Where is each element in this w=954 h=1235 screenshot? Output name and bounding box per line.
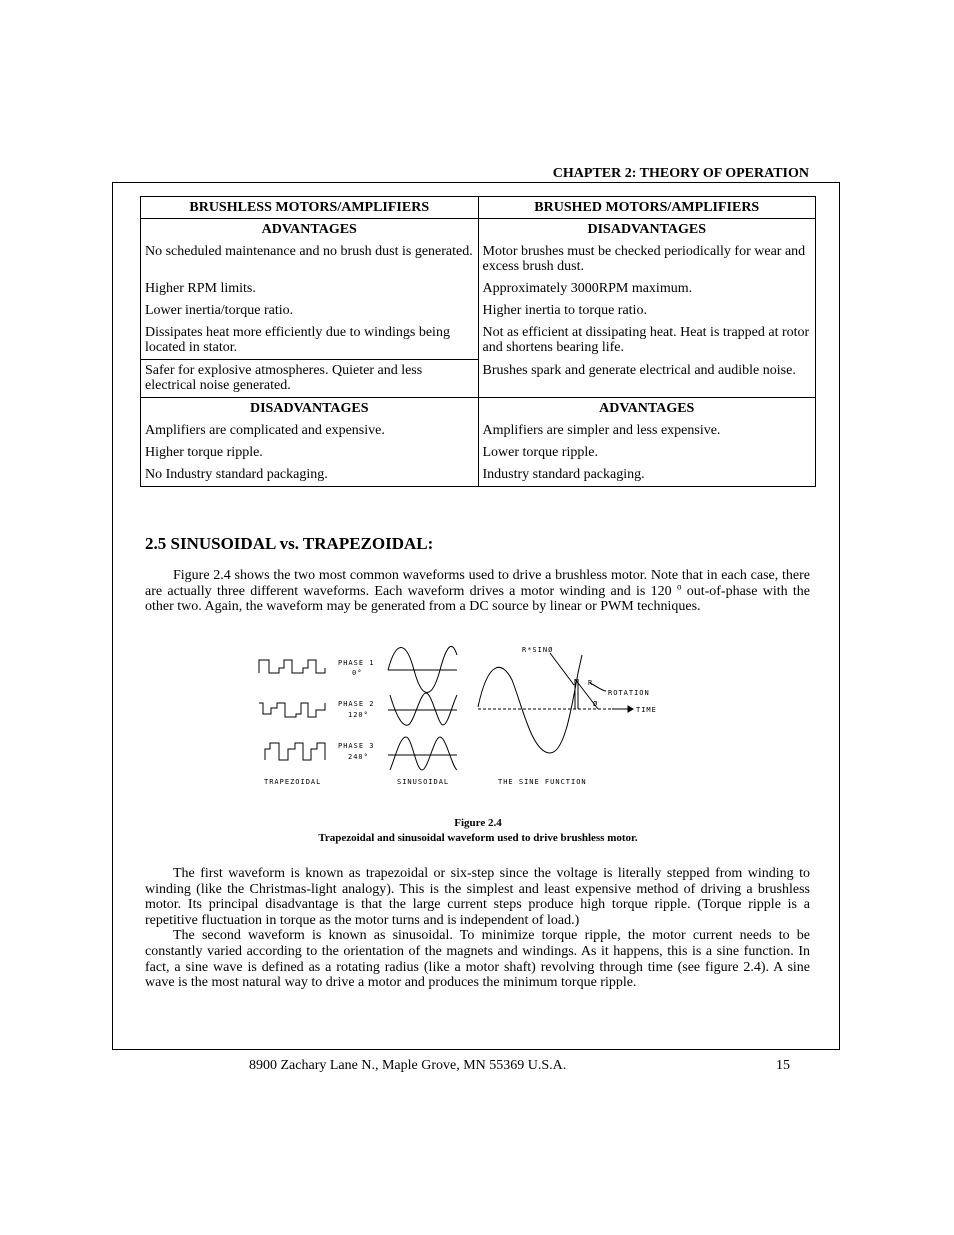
table-cell: No Industry standard packaging. — [141, 464, 479, 487]
text-run: out-of-phase with the other two. Again, the waveform may be generated from a DC source by linear or PWM techniques. — [145, 583, 811, 615]
table-row — [141, 322, 816, 360]
sine-wave-1 — [388, 646, 457, 692]
sinusoidal-label: SINUSOIDAL — [397, 778, 450, 786]
table-cell: Lower torque ripple. — [478, 442, 816, 464]
col-header-brushless: BRUSHLESS MOTORS/AMPLIFIERS — [141, 197, 479, 219]
table-row — [141, 420, 816, 442]
table-cell: Higher inertia to torque ratio. — [478, 300, 816, 322]
table-row — [141, 278, 816, 300]
section-heading: 2.5 SINUSOIDAL vs. TRAPEZOIDAL: — [145, 534, 434, 553]
waveform-figure — [250, 645, 670, 795]
sine-wave-2 — [390, 693, 457, 725]
table-cell: No scheduled maintenance and no brush dust is generated. — [141, 241, 479, 278]
table-cell: Approximately 3000RPM maximum. — [478, 278, 816, 300]
table-cell: Industry standard packaging. — [478, 464, 816, 487]
paragraph-text: The first waveform is known as trapezoidal or six-step since the voltage is literally stepped from winding to winding (like the Christmas-light analogy). This is the simplest and least expensive method of driving a brushless motor. Its principal disadvantage is that the large current steps produce high torque ripple. (Torque ripple is a repetitive fluctuation in torque as the motor turns and is independent of load.) — [145, 866, 810, 928]
sine-function-label: THE SINE FUNCTION — [498, 778, 587, 786]
brushed-disadvantages-label: DISADVANTAGES — [478, 219, 816, 242]
degree-superscript: o — [676, 580, 682, 591]
col-header-brushed: BRUSHED MOTORS/AMPLIFIERS — [478, 197, 816, 219]
trapezoidal-label: TRAPEZOIDAL — [264, 778, 322, 786]
table-cell: Amplifiers are simpler and less expensive. — [478, 420, 816, 442]
table-cell: Amplifiers are complicated and expensive. — [141, 420, 479, 442]
table-cell: Higher RPM limits. — [141, 278, 479, 300]
brushed-advantages-label: ADVANTAGES — [478, 398, 816, 421]
rotation-label: ROTATION — [608, 689, 650, 697]
table-row — [141, 442, 816, 464]
footer-address: 8900 Zachary Lane N., Maple Grove, MN 55369 U.S.A. — [249, 1058, 567, 1073]
trapezoid-wave-2 — [259, 703, 325, 717]
table-cell: Lower inertia/torque ratio. — [141, 300, 479, 322]
paragraph-text: The second waveform is known as sinusoidal. To minimize torque ripple, the motor current needs to be constantly varied according to the orientation of the magnets and windings. As it happens, this is a sine function. In fact, a sine wave is defined as a rotating radius (like a motor shaft) revolving through time (see figure 2.4). A sine wave is the most natural way to drive a motor and produces the minimum torque ripple. — [145, 928, 810, 991]
page-number: 15 — [776, 1058, 790, 1073]
body-paragraphs — [145, 866, 810, 991]
table-cell: Motor brushes must be checked periodically for wear and excess brush dust. — [478, 241, 816, 278]
table-cell: Brushes spark and generate electrical and audible noise. — [478, 360, 816, 398]
chapter-header: CHAPTER 2: THEORY OF OPERATION — [552, 166, 809, 181]
table-header-row — [141, 197, 816, 219]
phase3-label: PHASE 3 — [338, 742, 375, 750]
phase3-deg: 240° — [348, 753, 369, 761]
table-cell: Higher torque ripple. — [141, 442, 479, 464]
table-cell: Not as efficient at dissipating heat. Heat is trapped at rotor and shortens bearing life. — [478, 322, 816, 360]
rsin-label: R*SINØ — [522, 646, 554, 654]
r-label: R — [588, 679, 594, 687]
brushless-disadvantages-label: DISADVANTAGES — [141, 398, 479, 421]
figure-caption-text: Trapezoidal and sinusoidal waveform used to drive brushless motor. — [318, 832, 638, 844]
phi-label: Ø — [593, 700, 599, 708]
table-row — [141, 464, 816, 487]
phase1-label: PHASE 1 — [338, 659, 375, 667]
table-cell: Safer for explosive atmospheres. Quieter and less electrical noise generated. — [141, 360, 479, 398]
brushless-advantages-label: ADVANTAGES — [141, 219, 479, 242]
sine-function-wave — [478, 655, 582, 753]
table-cell: Dissipates heat more efficiently due to windings being located in stator. — [141, 322, 479, 360]
phase1-deg: 0° — [352, 669, 363, 677]
comparison-table — [140, 196, 816, 487]
time-arrowhead — [628, 706, 633, 712]
phase2-deg: 120° — [348, 711, 369, 719]
sine-wave-3 — [390, 737, 457, 770]
section-row-2 — [141, 398, 816, 421]
table-row — [141, 241, 816, 278]
intro-paragraph — [145, 568, 810, 615]
text-run: Figure 2.4 shows the two most common waveforms used to drive a brushless motor. Note that in each case, there are actually three different waveforms. Each waveform drives a motor winding and is 120 — [145, 568, 810, 599]
time-label: TIME — [636, 706, 657, 714]
section-row-1 — [141, 219, 816, 242]
rsin-leader — [550, 653, 574, 685]
table-row — [141, 300, 816, 322]
figure-caption-title: Figure 2.4 — [454, 817, 502, 829]
table-row — [141, 360, 816, 398]
trapezoid-wave-1 — [259, 660, 325, 673]
paragraph-text — [145, 568, 810, 615]
phase2-label: PHASE 2 — [338, 700, 375, 708]
trapezoid-wave-3 — [265, 743, 325, 760]
